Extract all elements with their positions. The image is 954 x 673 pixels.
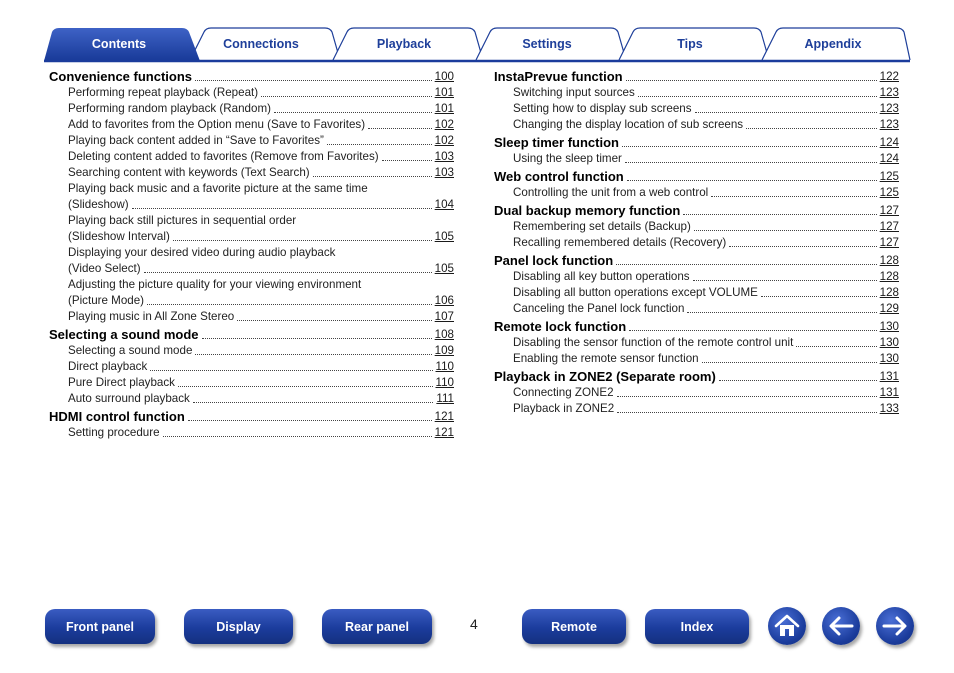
page-link[interactable]: 125 (879, 170, 899, 183)
page-link[interactable]: 101 (434, 86, 454, 99)
remote-button[interactable]: Remote (522, 609, 626, 644)
page-link[interactable]: 131 (879, 370, 899, 383)
toc-item[interactable]: Controlling the unit from a web control 125 (513, 186, 899, 199)
toc-item[interactable]: Setting procedure 121 (68, 426, 454, 439)
toc-item[interactable]: Auto surround playback 111 (68, 392, 454, 405)
tab-bar (44, 26, 910, 62)
page-link[interactable]: 124 (879, 136, 899, 149)
page-link[interactable]: 127 (879, 204, 899, 217)
toc-item[interactable]: Playing music in All Zone Stereo 107 (68, 310, 454, 323)
toc-item[interactable]: Performing random playback (Random) 101 (68, 102, 454, 115)
page-link[interactable]: 103 (434, 166, 454, 179)
toc-item[interactable]: Setting how to display sub screens 123 (513, 102, 899, 115)
toc-heading[interactable]: Playback in ZONE2 (Separate room) 131 (494, 369, 899, 384)
toc-heading[interactable]: HDMI control function 121 (49, 409, 454, 424)
page-link[interactable]: 131 (879, 386, 899, 399)
page-link[interactable]: 130 (879, 320, 899, 333)
toc-item[interactable]: Disabling the sensor function of the remote control unit 130 (513, 336, 899, 349)
toc-item[interactable]: Performing repeat playback (Repeat) 101 (68, 86, 454, 99)
toc-item[interactable]: Playing back content added in “Save to Favorites” 102 (68, 134, 454, 147)
page-link[interactable]: 121 (434, 426, 454, 439)
toc-item[interactable]: (Video Select) 105 (68, 262, 454, 275)
page-link[interactable]: 102 (434, 118, 454, 131)
toc-heading[interactable]: Remote lock function 130 (494, 319, 899, 334)
page-link[interactable]: 128 (879, 254, 899, 267)
toc-item-line1[interactable]: Displaying your desired video during audio playback (68, 246, 336, 259)
toc-item[interactable]: Recalling remembered details (Recovery) 127 (513, 236, 899, 249)
page-link[interactable]: 125 (879, 186, 899, 199)
toc-item[interactable]: Remembering set details (Backup) 127 (513, 220, 899, 233)
toc-item-line1[interactable]: Adjusting the picture quality for your viewing environment (68, 278, 362, 291)
page-link[interactable]: 100 (434, 70, 454, 83)
page-link[interactable]: 123 (879, 102, 899, 115)
page-link[interactable]: 111 (436, 392, 454, 405)
toc-heading[interactable]: Dual backup memory function 127 (494, 203, 899, 218)
toc-item[interactable]: Pure Direct playback 110 (68, 376, 454, 389)
page-link[interactable]: 128 (879, 286, 899, 299)
forward-button[interactable] (876, 607, 914, 645)
toc-left-column (49, 67, 454, 441)
page-link[interactable]: 121 (434, 410, 454, 423)
page-number: 4 (470, 616, 478, 632)
toc-heading[interactable]: Sleep timer function 124 (494, 135, 899, 150)
page-link[interactable]: 130 (879, 352, 899, 365)
tab-contents[interactable]: Contents (91, 37, 147, 51)
tab-tips[interactable]: Tips (677, 37, 703, 51)
toc-item[interactable]: Canceling the Panel lock function 129 (513, 302, 899, 315)
page-link[interactable]: 104 (434, 198, 454, 211)
toc-item[interactable]: Enabling the remote sensor function 130 (513, 352, 899, 365)
page-link[interactable]: 124 (879, 152, 899, 165)
toc-item[interactable]: Playback in ZONE2 133 (513, 402, 899, 415)
toc-item[interactable]: Changing the display location of sub screens 123 (513, 118, 899, 131)
page-link[interactable]: 109 (434, 344, 454, 357)
page-link[interactable]: 101 (434, 102, 454, 115)
home-button[interactable] (768, 607, 806, 645)
toc-item-line1[interactable]: Playing back still pictures in sequential order (68, 214, 297, 227)
page-link[interactable]: 105 (434, 262, 454, 275)
page-link[interactable]: 102 (434, 134, 454, 147)
back-button[interactable] (822, 607, 860, 645)
page-link[interactable]: 108 (434, 328, 454, 341)
page-link[interactable]: 127 (879, 220, 899, 233)
home-icon (774, 614, 800, 638)
arrow-right-icon (882, 615, 908, 637)
toc-item[interactable]: Disabling all key button operations 128 (513, 270, 899, 283)
toc-item-line1[interactable]: Playing back music and a favorite picture at the same time (68, 182, 368, 195)
toc-item[interactable]: (Slideshow) 104 (68, 198, 454, 211)
page-link[interactable]: 106 (434, 294, 454, 307)
toc-item[interactable]: (Picture Mode) 106 (68, 294, 454, 307)
page-link[interactable]: 123 (879, 118, 899, 131)
toc-item[interactable]: Disabling all button operations except VOLUME 128 (513, 286, 899, 299)
toc-item[interactable]: Selecting a sound mode 109 (68, 344, 454, 357)
page-link[interactable]: 122 (879, 70, 899, 83)
tab-settings[interactable]: Settings (522, 37, 572, 51)
toc-item[interactable]: Deleting content added to favorites (Remove from Favorites) 103 (68, 150, 454, 163)
toc-heading[interactable]: InstaPrevue function 122 (494, 69, 899, 84)
toc-item[interactable]: Searching content with keywords (Text Search) 103 (68, 166, 454, 179)
arrow-left-icon (828, 615, 854, 637)
page-link[interactable]: 129 (879, 302, 899, 315)
index-button[interactable]: Index (645, 609, 749, 644)
tab-appendix[interactable]: Appendix (804, 37, 862, 51)
page-link[interactable]: 103 (434, 150, 454, 163)
page-link[interactable]: 123 (879, 86, 899, 99)
toc-heading[interactable]: Selecting a sound mode 108 (49, 327, 454, 342)
page-link[interactable]: 133 (879, 402, 899, 415)
toc-item[interactable]: (Slideshow Interval) 105 (68, 230, 454, 243)
toc-item[interactable]: Using the sleep timer 124 (513, 152, 899, 165)
page-link[interactable]: 127 (879, 236, 899, 249)
toc-heading[interactable]: Convenience functions 100 (49, 69, 454, 84)
toc-item[interactable]: Switching input sources 123 (513, 86, 899, 99)
toc-right-column (494, 67, 899, 417)
front-panel-button[interactable]: Front panel (45, 609, 155, 644)
toc-item[interactable]: Connecting ZONE2 131 (513, 386, 899, 399)
rear-panel-button[interactable]: Rear panel (322, 609, 432, 644)
toc-item[interactable]: Direct playback 110 (68, 360, 454, 373)
tab-playback[interactable]: Playback (376, 37, 432, 51)
toc-heading[interactable]: Web control function 125 (494, 169, 899, 184)
page-link[interactable]: 105 (434, 230, 454, 243)
page-link[interactable]: 110 (435, 360, 454, 373)
page-link[interactable]: 130 (879, 336, 899, 349)
page-link[interactable]: 110 (435, 376, 454, 389)
page-link[interactable]: 107 (434, 310, 454, 323)
page-link[interactable]: 128 (879, 270, 899, 283)
tab-connections[interactable]: Connections (223, 37, 299, 51)
display-button[interactable]: Display (184, 609, 293, 644)
toc-heading[interactable]: Panel lock function 128 (494, 253, 899, 268)
toc-item[interactable]: Add to favorites from the Option menu (Save to Favorites) 102 (68, 118, 454, 131)
